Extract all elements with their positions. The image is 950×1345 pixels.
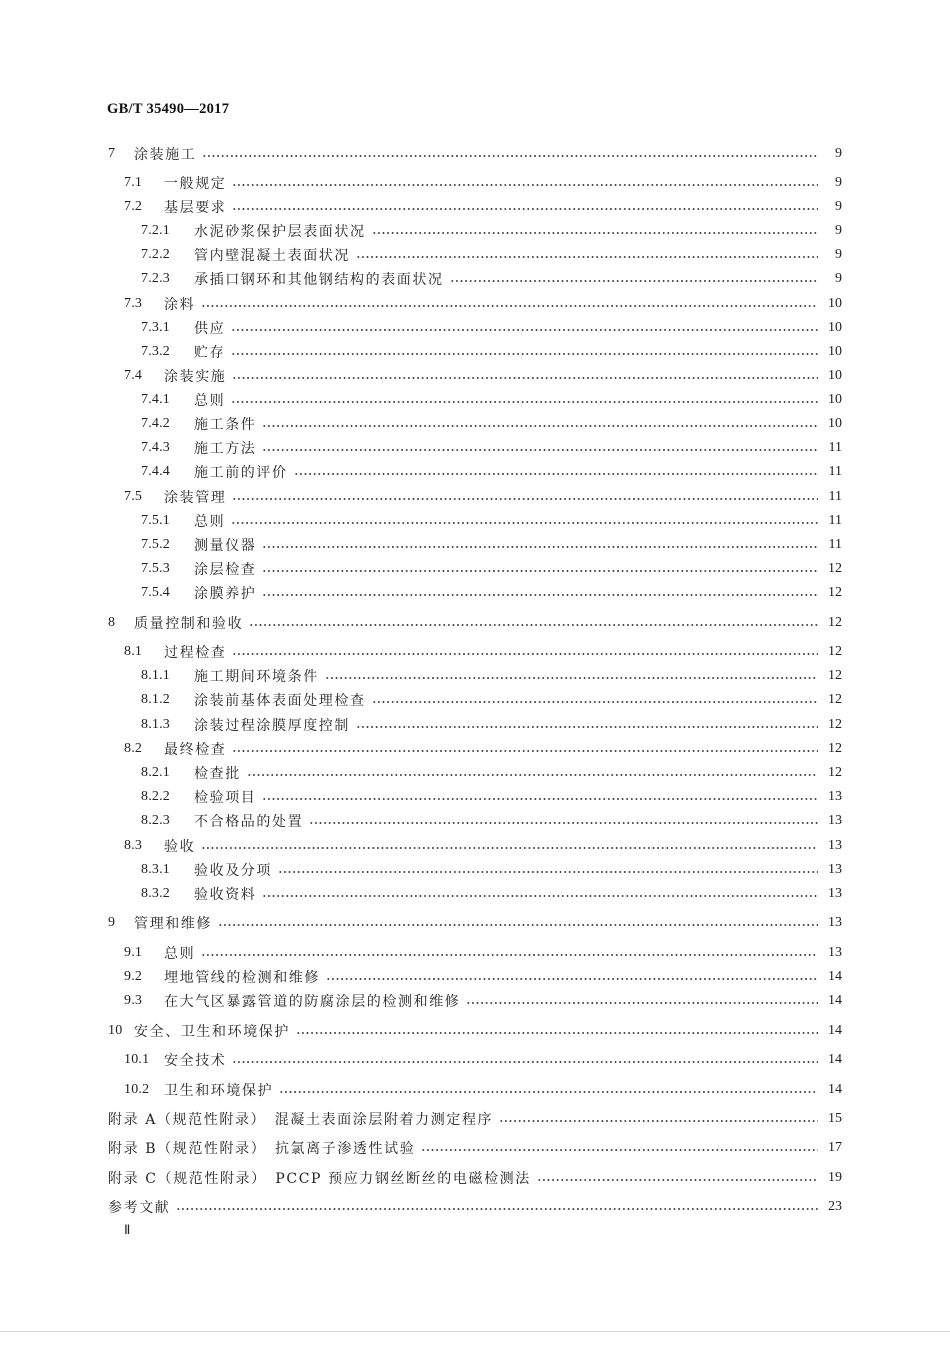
toc-entry-page: 13 bbox=[828, 886, 842, 901]
dot-leader bbox=[309, 821, 818, 825]
toc-entry-page: 12 bbox=[828, 668, 842, 683]
toc-entry-title: 检查批 bbox=[194, 766, 241, 782]
dot-leader bbox=[232, 183, 818, 187]
dot-leader bbox=[232, 1060, 818, 1064]
toc-entry-title: 埋地管线的检测和维修 bbox=[164, 970, 320, 986]
dot-leader bbox=[294, 472, 818, 476]
page-number: Ⅱ bbox=[124, 1222, 131, 1237]
toc-entry bbox=[141, 763, 842, 783]
toc-entry-number: 8.2 bbox=[124, 741, 143, 756]
toc-entry-page: 10 bbox=[828, 320, 842, 335]
dot-leader bbox=[537, 1178, 818, 1182]
toc-entry bbox=[108, 1109, 842, 1129]
toc-entry-page: 12 bbox=[828, 692, 842, 707]
dot-leader bbox=[499, 1119, 818, 1123]
dot-leader bbox=[296, 1031, 818, 1035]
toc-entry bbox=[124, 967, 842, 987]
toc-entry-page: 14 bbox=[828, 1052, 842, 1067]
toc-entry-page: 19 bbox=[828, 1170, 842, 1185]
toc-entry-number: 8.1.2 bbox=[141, 692, 170, 707]
toc-entry-page: 12 bbox=[828, 644, 842, 659]
toc-entry bbox=[141, 390, 842, 410]
toc-entry-title: 在大气区暴露管道的防腐涂层的检测和维修 bbox=[164, 994, 461, 1010]
toc-entry bbox=[108, 1138, 842, 1158]
toc-entry bbox=[124, 1050, 842, 1070]
toc-entry bbox=[141, 787, 842, 807]
toc-entry-number: 10.2 bbox=[124, 1082, 150, 1097]
toc-entry-page: 11 bbox=[828, 464, 842, 479]
toc-entry-number: 7.2.3 bbox=[141, 271, 170, 286]
toc-entry-page: 9 bbox=[835, 271, 842, 286]
toc-entry bbox=[141, 318, 842, 338]
toc-entry-number: 7.2.2 bbox=[141, 247, 170, 262]
toc-entry-title: 贮存 bbox=[194, 345, 226, 361]
toc-entry-number: 7 bbox=[108, 146, 116, 161]
toc-entry-title: 涂装过程涂膜厚度控制 bbox=[194, 718, 350, 734]
toc-entry-title: 涂装前基体表面处理检查 bbox=[194, 693, 366, 709]
toc-entry-page: 15 bbox=[828, 1111, 842, 1126]
toc-entry-number: 8.1.3 bbox=[141, 717, 170, 732]
toc-entry-number: 7.5.2 bbox=[141, 537, 170, 552]
toc-entry bbox=[108, 1021, 842, 1041]
toc-entry bbox=[124, 1080, 842, 1100]
toc-entry bbox=[141, 884, 842, 904]
toc-entry-page: 14 bbox=[828, 1082, 842, 1097]
toc-entry bbox=[141, 221, 842, 241]
toc-entry-title: 安全技术 bbox=[164, 1053, 227, 1069]
toc-entry bbox=[124, 197, 842, 217]
toc-entry-title: 验收资料 bbox=[194, 887, 257, 903]
toc-entry-page: 10 bbox=[828, 416, 842, 431]
toc-entry-page: 10 bbox=[828, 296, 842, 311]
dot-leader bbox=[262, 593, 818, 597]
toc-entry-title: 总则 bbox=[164, 946, 196, 962]
toc-entry bbox=[141, 559, 842, 579]
dot-leader bbox=[262, 894, 818, 898]
toc-entry bbox=[141, 511, 842, 531]
toc-entry bbox=[124, 991, 842, 1011]
toc-entry-page: 13 bbox=[828, 789, 842, 804]
dot-leader bbox=[325, 676, 818, 680]
dot-leader bbox=[356, 255, 818, 259]
toc-entry-title: 管内壁混凝土表面状况 bbox=[194, 248, 350, 264]
toc-entry-title: 涂膜养护 bbox=[194, 586, 257, 602]
toc-entry bbox=[141, 690, 842, 710]
toc-entry bbox=[124, 294, 842, 314]
toc-entry bbox=[141, 462, 842, 482]
dot-leader bbox=[326, 977, 818, 981]
toc-entry-page: 10 bbox=[828, 344, 842, 359]
toc-entry-number: 9.1 bbox=[124, 945, 143, 960]
dot-leader bbox=[262, 797, 818, 801]
toc-entry bbox=[141, 342, 842, 362]
toc-entry bbox=[141, 811, 842, 831]
toc-entry-title: 附录 A（规范性附录） 混凝土表面涂层附着力测定程序 bbox=[108, 1112, 494, 1128]
toc-entry-number: 8.2.3 bbox=[141, 813, 170, 828]
toc-entry-page: 9 bbox=[835, 247, 842, 262]
toc-entry-title: 涂装管理 bbox=[164, 490, 227, 506]
dot-leader bbox=[278, 870, 818, 874]
toc-entry-page: 12 bbox=[828, 615, 842, 630]
toc-entry-page: 9 bbox=[835, 175, 842, 190]
toc-entry-page: 10 bbox=[828, 368, 842, 383]
toc-entry-page: 12 bbox=[828, 741, 842, 756]
toc-entry bbox=[141, 715, 842, 735]
toc-entry-number: 8.3 bbox=[124, 838, 143, 853]
toc-entry-number: 7.5.4 bbox=[141, 585, 170, 600]
toc-entry-title: 验收 bbox=[164, 839, 196, 855]
toc-entry-page: 14 bbox=[828, 993, 842, 1008]
toc-entry-title: 涂料 bbox=[164, 297, 196, 313]
toc-entry-title: 过程检查 bbox=[164, 645, 227, 661]
toc-entry-number: 9.3 bbox=[124, 993, 143, 1008]
dot-leader bbox=[231, 400, 818, 404]
toc-entry-page: 12 bbox=[828, 585, 842, 600]
dot-leader bbox=[218, 923, 818, 927]
toc-entry bbox=[141, 666, 842, 686]
toc-entry bbox=[124, 943, 842, 963]
dot-leader bbox=[262, 545, 818, 549]
toc-entry bbox=[141, 245, 842, 265]
toc-entry-page: 13 bbox=[828, 915, 842, 930]
toc-entry-page: 11 bbox=[828, 513, 842, 528]
toc-entry-number: 7.5.1 bbox=[141, 513, 170, 528]
toc-entry-page: 11 bbox=[828, 440, 842, 455]
dot-leader bbox=[262, 424, 818, 428]
toc-entry-title: 水泥砂浆保护层表面状况 bbox=[194, 224, 366, 240]
toc-entry-title: 涂层检查 bbox=[194, 562, 257, 578]
dot-leader bbox=[232, 497, 818, 501]
toc-entry-number: 9.2 bbox=[124, 969, 143, 984]
toc-entry bbox=[124, 487, 842, 507]
dot-leader bbox=[202, 154, 818, 158]
toc-entry bbox=[141, 583, 842, 603]
toc-entry bbox=[141, 414, 842, 434]
dot-leader bbox=[356, 725, 818, 729]
toc-entry-number: 8.1 bbox=[124, 644, 143, 659]
toc-entry bbox=[108, 613, 842, 633]
toc-entry-number: 8.3.2 bbox=[141, 886, 170, 901]
toc-entry-number: 7.2 bbox=[124, 199, 143, 214]
toc-entry bbox=[108, 1197, 842, 1217]
dot-leader bbox=[232, 652, 818, 656]
toc-entry-title: 不合格品的处置 bbox=[194, 814, 304, 830]
toc-entry-page: 11 bbox=[828, 489, 842, 504]
toc-entry-number: 7.2.1 bbox=[141, 223, 170, 238]
toc-entry-title: 参考文献 bbox=[108, 1200, 171, 1216]
toc-entry-title: 施工条件 bbox=[194, 417, 257, 433]
dot-leader bbox=[231, 352, 818, 356]
toc-entry-number: 10.1 bbox=[124, 1052, 150, 1067]
toc-entry-title: 附录 B（规范性附录） 抗氯离子渗透性试验 bbox=[108, 1141, 416, 1157]
toc-entry bbox=[108, 913, 842, 933]
toc-entry-title: 供应 bbox=[194, 321, 226, 337]
toc-entry bbox=[124, 739, 842, 759]
dot-leader bbox=[231, 521, 818, 525]
toc-entry-number: 7.1 bbox=[124, 175, 143, 190]
toc-entry bbox=[124, 173, 842, 193]
toc-entry-number: 8.2.1 bbox=[141, 765, 170, 780]
toc-entry-page: 14 bbox=[828, 1023, 842, 1038]
toc-entry-page: 11 bbox=[828, 537, 842, 552]
toc-entry-title: 质量控制和验收 bbox=[134, 616, 244, 632]
dot-leader bbox=[466, 1001, 818, 1005]
toc-entry-page: 9 bbox=[835, 146, 842, 161]
toc-entry bbox=[108, 144, 842, 164]
toc-entry-title: 附录 C（规范性附录） PCCP 预应力钢丝断丝的电磁检测法 bbox=[108, 1171, 531, 1187]
toc-entry-page: 9 bbox=[835, 223, 842, 238]
document-header: GB/T 35490—2017 bbox=[107, 101, 230, 117]
toc-entry-page: 12 bbox=[828, 561, 842, 576]
toc-entry-number: 7.5 bbox=[124, 489, 143, 504]
toc-entry-page: 12 bbox=[828, 717, 842, 732]
dot-leader bbox=[201, 953, 818, 957]
dot-leader bbox=[232, 749, 818, 753]
toc-entry-page: 23 bbox=[828, 1199, 842, 1214]
dot-leader bbox=[372, 700, 818, 704]
dot-leader bbox=[231, 328, 818, 332]
toc-entry-title: 基层要求 bbox=[164, 200, 227, 216]
page-edge-divider bbox=[0, 1331, 950, 1332]
dot-leader bbox=[249, 623, 818, 627]
toc-entry bbox=[141, 535, 842, 555]
toc-entry-page: 13 bbox=[828, 813, 842, 828]
dot-leader bbox=[450, 279, 818, 283]
dot-leader bbox=[262, 569, 818, 573]
toc-entry-page: 10 bbox=[828, 392, 842, 407]
toc-entry-number: 10 bbox=[108, 1023, 123, 1038]
toc-entry-title: 检验项目 bbox=[194, 790, 257, 806]
toc-entry-number: 7.4.2 bbox=[141, 416, 170, 431]
dot-leader bbox=[201, 846, 818, 850]
toc-entry-title: 施工方法 bbox=[194, 441, 257, 457]
toc-entry-number: 7.3 bbox=[124, 296, 143, 311]
toc-entry-number: 7.3.2 bbox=[141, 344, 170, 359]
toc-entry-title: 总则 bbox=[194, 393, 226, 409]
toc-entry-page: 17 bbox=[828, 1140, 842, 1155]
toc-entry-title: 承插口钢环和其他钢结构的表面状况 bbox=[194, 272, 444, 288]
toc-entry bbox=[124, 366, 842, 386]
toc-entry-number: 8 bbox=[108, 615, 116, 630]
toc-entry-page: 9 bbox=[835, 199, 842, 214]
dot-leader bbox=[421, 1148, 818, 1152]
toc-entry-title: 涂装施工 bbox=[134, 147, 197, 163]
dot-leader bbox=[279, 1090, 818, 1094]
dot-leader bbox=[247, 773, 818, 777]
toc-entry-title: 一般规定 bbox=[164, 176, 227, 192]
toc-entry-title: 管理和维修 bbox=[134, 916, 212, 932]
toc-entry-number: 7.4 bbox=[124, 368, 143, 383]
dot-leader bbox=[232, 207, 818, 211]
toc-entry bbox=[141, 438, 842, 458]
toc-entry-number: 8.1.1 bbox=[141, 668, 170, 683]
toc-entry-number: 7.5.3 bbox=[141, 561, 170, 576]
toc-entry-title: 施工期间环境条件 bbox=[194, 669, 319, 685]
toc-entry-title: 卫生和环境保护 bbox=[164, 1083, 274, 1099]
dot-leader bbox=[372, 231, 818, 235]
toc-entry-number: 7.3.1 bbox=[141, 320, 170, 335]
toc-entry-number: 7.4.1 bbox=[141, 392, 170, 407]
toc-entry-title: 最终检查 bbox=[164, 742, 227, 758]
toc-entry-page: 12 bbox=[828, 765, 842, 780]
toc-entry-number: 7.4.4 bbox=[141, 464, 170, 479]
toc-entry bbox=[124, 836, 842, 856]
toc-entry-page: 13 bbox=[828, 838, 842, 853]
toc-entry bbox=[108, 1168, 842, 1188]
toc-entry-number: 8.3.1 bbox=[141, 862, 170, 877]
toc-entry bbox=[141, 269, 842, 289]
toc-entry-number: 7.4.3 bbox=[141, 440, 170, 455]
toc-entry-title: 涂装实施 bbox=[164, 369, 227, 385]
toc-entry-title: 验收及分项 bbox=[194, 863, 272, 879]
dot-leader bbox=[262, 448, 818, 452]
dot-leader bbox=[201, 304, 818, 308]
toc-entry-title: 安全、卫生和环境保护 bbox=[134, 1024, 290, 1040]
dot-leader bbox=[176, 1207, 818, 1211]
toc-entry-title: 施工前的评价 bbox=[194, 465, 288, 481]
toc-entry bbox=[141, 860, 842, 880]
toc-entry-number: 9 bbox=[108, 915, 116, 930]
toc-entry bbox=[124, 642, 842, 662]
toc-entry-page: 13 bbox=[828, 945, 842, 960]
toc-entry-page: 13 bbox=[828, 862, 842, 877]
dot-leader bbox=[232, 376, 818, 380]
toc-entry-page: 14 bbox=[828, 969, 842, 984]
toc-entry-title: 测量仪器 bbox=[194, 538, 257, 554]
toc-entry-number: 8.2.2 bbox=[141, 789, 170, 804]
toc-entry-title: 总则 bbox=[194, 514, 226, 530]
